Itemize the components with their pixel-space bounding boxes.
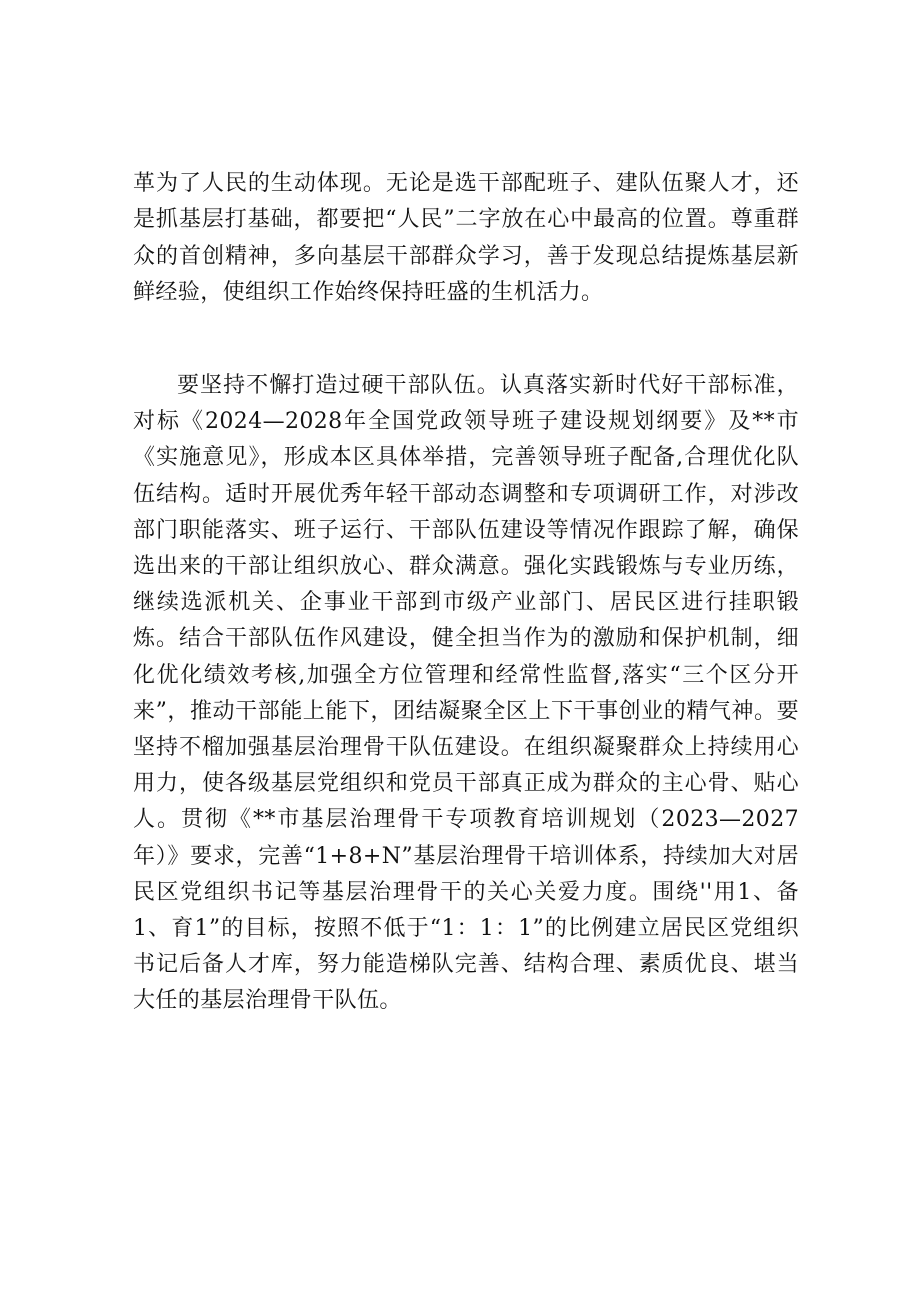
paragraph-continuation: 革为了人民的生动体现。无论是选干部配班子、建队伍聚人才，还是抓基层打基础，都要把“人民”二字放在心中最高的位置。尊重群众的首创精神，多向基层干部群众学习，善于发现总结提炼基层新鲜经验，使组织工作始终保持旺盛的生机活力。 xyxy=(133,171,799,305)
paragraph-cadre-team: 要坚持不懈打造过硬干部队伍。认真落实新时代好干部标准，对标《2024—2028年全国党政领导班子建设规划纲要》及**市《实施意见》，形成本区具体举措，完善领导班子配备,合理优化队伍结构。适时开展优秀年轻干部动态调整和专项调研工作，对涉改部门职能落实、班子运行、干部队伍建设等情况作跟踪了解，确保选出来的干部让组织放心、群众满意。强化实践锻炼与专业历练，继续选派机关、企事业干部到市级产业部门、居民区进行挂职锻炼。结合干部队伍作风建设，健全担当作为的激励和保护机制，细化优化绩效考核,加强全方位管理和经常性监督,落实“三个区分开来”，推动干部能上能下，团结凝聚全区上下干事创业的精气神。要坚持不榴加强基层治理骨干队伍建设。在组织凝聚群众上持续用心用力，使各级基层党组织和党员干部真正成为群众的主心骨、贴心人。贯彻《**市基层治理骨干专项教育培训规划（2023—2027年）》要求，完善“1+8+N”基层治理骨干培训体系，持续加大对居民区党组织书记等基层治理骨干的关心关爱力度。围绕''用1、备1、育1”的目标，按照不低于“1：1：1”的比例建立居民区党组织书记后备人才库，努力能造梯队完善、结构合理、素质优良、堪当大任的基层治理骨干队伍。 xyxy=(133,373,799,1014)
